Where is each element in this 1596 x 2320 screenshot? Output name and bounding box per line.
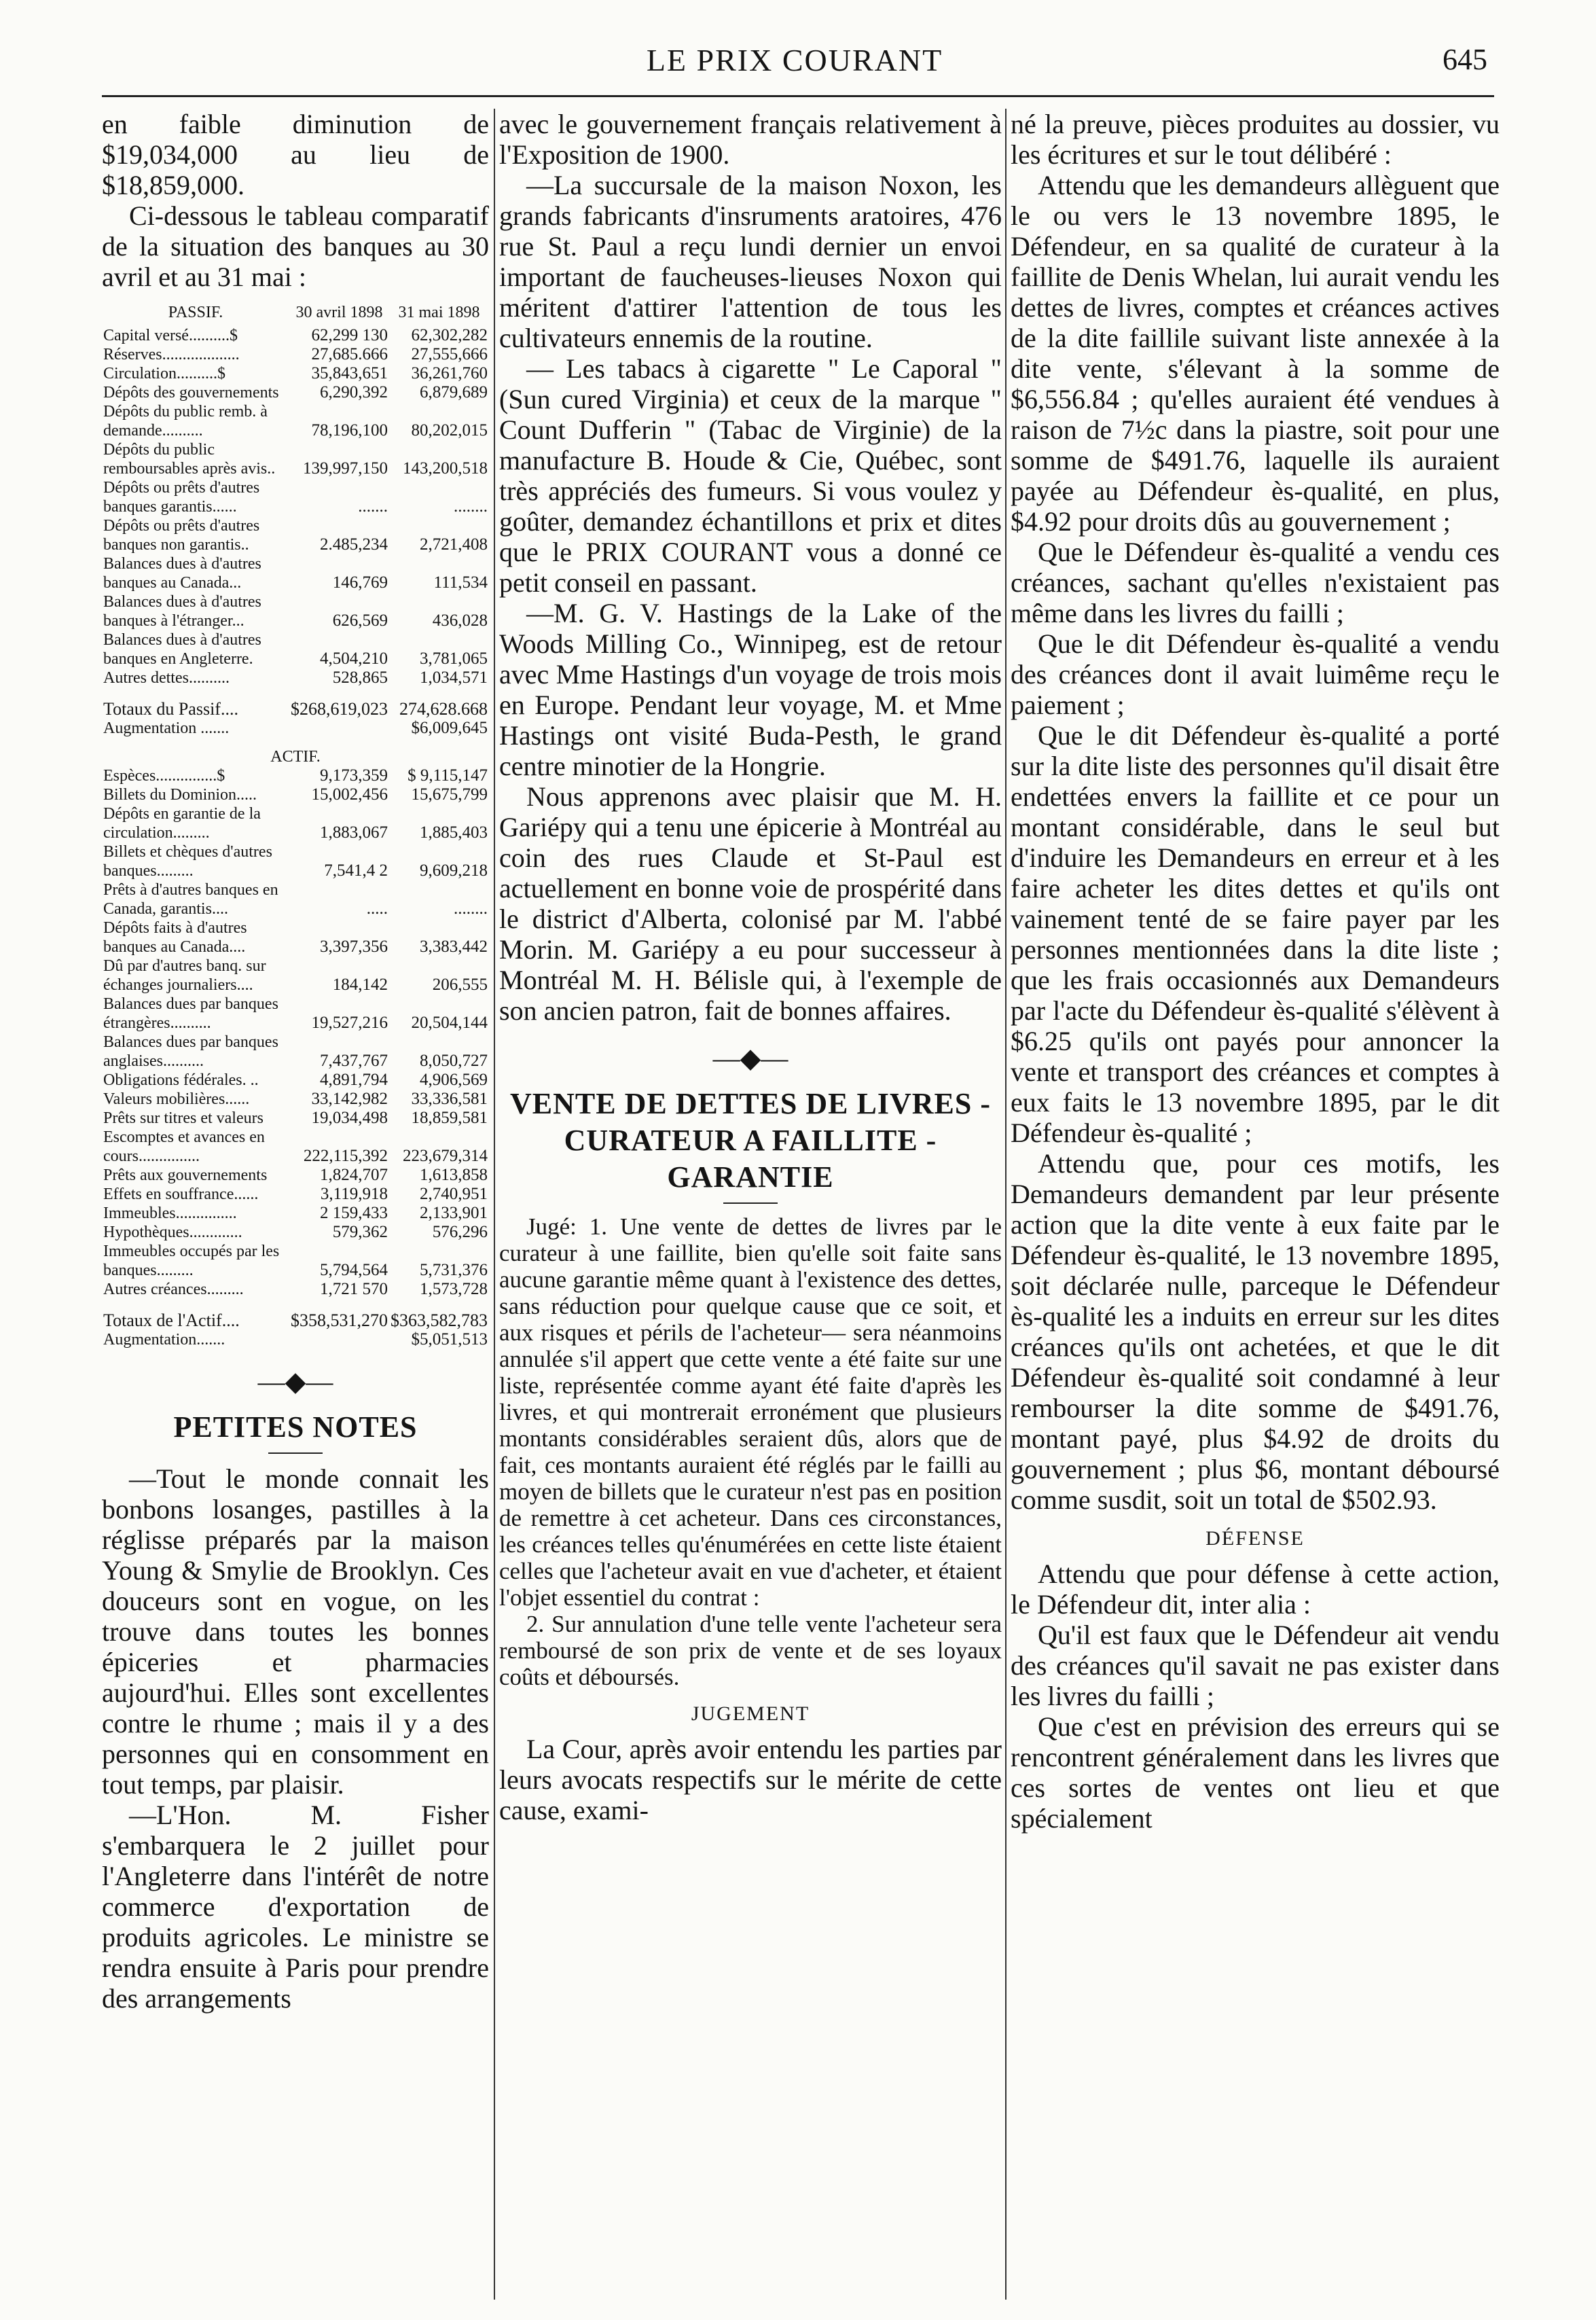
table-row [102, 478, 489, 516]
row-value-april: 2.485,234 [320, 535, 388, 554]
col3-paragraph-5: Que le dit Défendeur ès-qualité a porté sur la dite liste des personnes qu'il disait être endettées envers la faillite et ce pour un montant considérable, dans le seul but d'induire les Demandeurs en erreur et à les faire acheter les dites dettes et qu'ils ont vainement tenté de se faire payer par les personnes mentionnées dans la dite liste ; que les frais occasionnés aux Demandeurs par l'acte du Défendeur ès-qualité s'élèvent à $6.25 qu'ils ont payés pour annoncer la vente et transport des créances et comptes à eux faits le 13 novembre 1895, par le dit Défendeur ès-qualité ; [1011, 720, 1500, 1148]
row-value-may: 33,336,581 [411, 1090, 488, 1108]
table-row [102, 1033, 489, 1071]
row-value-may: 1,885,403 [420, 823, 488, 842]
actif-aug-label: Augmentation....... [103, 1331, 225, 1349]
vente-title: VENTE DE DETTES DE LIVRES -CURATEUR A FAILLITE - GARANTIE [510, 1087, 991, 1194]
column-3 [1011, 109, 1500, 2300]
row-label: Valeurs mobilières...... [103, 1090, 250, 1108]
row-value-april: 7,437,767 [320, 1052, 388, 1070]
table-row [102, 364, 489, 383]
row-value-april: 146,769 [332, 573, 388, 592]
defense-heading: DÉFENSE [1205, 1527, 1305, 1550]
row-label: Dépôts en garantie de la circulation......... [103, 805, 261, 842]
row-value-april: 5,794,564 [320, 1261, 388, 1279]
row-value-april: 35,843,651 [311, 364, 388, 382]
row-value-may: 436,028 [432, 611, 488, 630]
row-value-may: ........ [454, 899, 488, 918]
row-label: Dépôts du public remb. à demande.......... [103, 403, 268, 440]
row-value-may: 1,034,571 [420, 668, 488, 687]
passif-total-label: Totaux du Passif.... [103, 699, 238, 719]
row-value-april: 4,891,794 [320, 1071, 388, 1089]
row-value-may: 2,740,951 [420, 1185, 488, 1203]
row-label: Espèces...............$ [103, 767, 225, 785]
row-label: Balances dues par banques anglaises.......... [103, 1033, 278, 1070]
table-row [102, 785, 489, 804]
row-label: Prêts à d'autres banques en Canada, garantis.... [103, 881, 278, 918]
actif-label: ACTIF. [270, 748, 321, 766]
col3-paragraph-3: Que le Défendeur ès-qualité a vendu ces créances, sachant qu'elles n'existaient pas même dans les livres du failli ; [1011, 537, 1500, 628]
actif-total-v1: $358,531,270 [291, 1310, 388, 1330]
row-value-may: 62,302,282 [411, 326, 488, 344]
actif-total-label: Totaux de l'Actif.... [103, 1310, 240, 1330]
table-row [102, 842, 489, 880]
col2-paragraph-noxon: —La succursale de la maison Noxon, les grands fabricants d'insruments aratoires, 476 rue St. Paul a reçu lundi dernier un envoi important de faucheuses-lieuses Noxon qui méritent d'attirer l'attention de tous les cultivateurs ennemis de la routine. [499, 170, 1002, 353]
column-divider-1 [494, 109, 495, 2300]
petites-notes-paragraph-2: —L'Hon. M. Fisher s'embarquera le 2 juillet pour l'Angleterre dans l'intérêt de notre commerce d'exportation de produits agricoles. Le ministre se rendra ensuite à Paris pour prendre des arrangements [102, 1800, 489, 2014]
row-value-may: 9,609,218 [420, 861, 488, 880]
row-value-may: 111,534 [433, 573, 488, 592]
row-value-may: 8,050,727 [420, 1052, 488, 1070]
passif-total-v2: 274,628.668 [399, 699, 488, 719]
row-value-april: 184,142 [332, 976, 388, 994]
row-label: Obligations fédérales. .. [103, 1071, 259, 1089]
passif-aug-label: Augmentation ....... [103, 719, 230, 737]
table-row [102, 1071, 489, 1090]
row-value-april: 1,721 570 [320, 1280, 388, 1298]
row-value-may: 20,504,144 [411, 1014, 488, 1032]
row-value-may: 576,296 [432, 1223, 488, 1241]
table-row [102, 383, 489, 402]
row-value-may: 15,675,799 [411, 785, 488, 804]
short-rule-2 [723, 1202, 778, 1204]
row-value-may: 3,383,442 [420, 938, 488, 956]
bank-comparison-table [102, 296, 489, 1349]
col-header-may: 31 mai 1898 [398, 304, 480, 321]
row-value-april: 19,034,498 [311, 1109, 388, 1127]
row-value-may: 223,679,314 [403, 1147, 488, 1165]
col3-paragraph-4: Que le dit Défendeur ès-qualité a vendu des créances dont il avait luimême reçu le paiement ; [1011, 628, 1500, 720]
intro-paragraph-1: en faible diminution de $19,034,000 au lieu de $18,859,000. [102, 109, 489, 200]
column-1 [102, 109, 489, 2300]
row-value-april: ....... [358, 497, 388, 516]
actif-header-row [102, 738, 489, 766]
row-label: Prêts sur titres et valeurs [103, 1109, 264, 1127]
table-row [102, 918, 489, 957]
row-label: Immeubles occupés par les banques......... [103, 1243, 280, 1279]
row-value-april: 19,527,216 [311, 1014, 388, 1032]
row-label: Escomptes et avances en cours............... [103, 1128, 265, 1165]
col3-paragraph-9: Que c'est en prévision des erreurs qui se rencontrent généralement dans les livres que ces sortes de ventes ont lieu et que spécialement [1011, 1711, 1500, 1834]
passif-aug-value: $6,009,645 [411, 719, 488, 737]
row-value-may: 5,731,376 [420, 1261, 488, 1279]
row-label: Balances dues par banques étrangères.......... [103, 995, 278, 1032]
row-value-april: 626,569 [332, 611, 388, 630]
row-value-may: 80,202,015 [411, 421, 488, 440]
header-rule [102, 95, 1494, 97]
table-row [102, 1223, 489, 1242]
row-label: Immeubles............... [103, 1204, 237, 1222]
row-label: Balances dues à d'autres banques à l'étranger... [103, 593, 261, 630]
row-value-april: 15,002,456 [311, 785, 388, 804]
row-label: Effets en souffrance...... [103, 1185, 259, 1203]
row-value-april: 579,362 [332, 1223, 388, 1241]
row-value-april: 2 159,433 [320, 1204, 388, 1222]
row-value-april: 27,685.666 [311, 345, 388, 363]
table-row [102, 402, 489, 440]
row-value-may: 27,555,666 [411, 345, 488, 363]
row-label: Réserves................... [103, 346, 240, 363]
petites-notes-paragraph-1: —Tout le monde connait les bonbons losanges, pastilles à la réglisse préparés par la maison Young & Smylie de Brooklyn. Ces douceurs sont en vogue, on les trouve dans toutes les bonnes épiceries et pharmacies aujourd'hui. Elles sont excellentes contre le rhume ; mais il y a des personnes qui en consomment en tout temps, par plaisir. [102, 1463, 489, 1800]
col-header-april: 30 avril 1898 [295, 304, 383, 321]
row-value-april: 3,119,918 [320, 1185, 388, 1203]
ornament-divider-2: —◆— [712, 1043, 788, 1073]
row-label: Dépôts faits à d'autres banques au Canada.... [103, 919, 247, 956]
table-row [102, 1242, 489, 1280]
table-row [102, 804, 489, 842]
intro-paragraph-2: Ci-dessous le tableau comparatif de la situation des banques au 30 avril et au 31 mai : [102, 200, 489, 292]
petites-notes-title: PETITES NOTES [173, 1410, 418, 1444]
row-value-april: 1,883,067 [320, 823, 388, 842]
col2-paragraph-tabacs: — Les tabacs à cigarette " Le Caporal " (Sun cured Virginia) et ceux de la marque " Count Dufferin " (Tabac de Virginie) de la manufacture B. Houde & Cie, Québec, sont très appréciés des fumeurs. Si vous voulez y goûter, demandez échantillons et prix et dites que le PRIX COURANT vous a donné ce petit conseil en passant. [499, 353, 1002, 598]
table-row [102, 1109, 489, 1128]
col2-paragraph-1: avec le gouvernement français relativement à l'Exposition de 1900. [499, 109, 1002, 170]
table-row [102, 630, 489, 668]
short-rule [268, 1452, 323, 1454]
passif-aug-row [102, 719, 489, 738]
table-row [102, 957, 489, 995]
actif-aug-row [102, 1330, 489, 1349]
row-value-april: 6,290,392 [320, 383, 388, 401]
row-value-april: 528,865 [332, 668, 388, 687]
row-value-april: 3,397,356 [320, 938, 388, 956]
row-label: Dû par d'autres banq. sur échanges journaliers.... [103, 957, 266, 994]
col3-paragraph-8: Qu'il est faux que le Défendeur ait vendu des créances qu'il savait ne pas exister dans les livres du failli ; [1011, 1620, 1500, 1711]
actif-aug-value: $5,051,513 [411, 1330, 488, 1349]
table-row [102, 345, 489, 364]
row-label: Balances dues à d'autres banques au Canada... [103, 555, 261, 592]
juge-paragraph-2: 2. Sur annulation d'une telle vente l'acheteur sera remboursé de son prix de vente et de ses loyaux coûts et déboursés. [499, 1611, 1002, 1690]
row-value-april: 9,173,359 [320, 766, 388, 785]
passif-total-row [102, 688, 489, 719]
table-row [102, 1280, 489, 1299]
row-label: Balances dues à d'autres banques en Angleterre. [103, 631, 261, 668]
row-value-may: 4,906,569 [420, 1071, 488, 1089]
row-label: Autres dettes.......... [103, 669, 230, 687]
col3-paragraph-7: Attendu que pour défense à cette action, le Défendeur dit, inter alia : [1011, 1558, 1500, 1620]
row-value-may: 18,859,581 [411, 1109, 488, 1127]
page-number: 645 [1443, 43, 1487, 76]
row-value-may: $ 9,115,147 [407, 766, 488, 785]
row-value-may: 2,133,901 [420, 1204, 488, 1222]
journal-title: LE PRIX COURANT [646, 43, 943, 77]
column-2 [499, 109, 1002, 2300]
row-value-may: 2,721,408 [420, 535, 488, 554]
row-value-april: 7,541,4 2 [324, 861, 388, 880]
row-value-may: ........ [454, 497, 488, 516]
ornament-divider: —◆— [257, 1366, 333, 1397]
table-row [102, 554, 489, 592]
row-label: Hypothèques............. [103, 1224, 242, 1241]
juge-paragraph-1: Jugé: 1. Une vente de dettes de livres par le curateur à une faillite, bien qu'elle soit faite sans aucune garantie même quant à l'existence des dettes, sans réduction pour quelque cause que ce soit, et aux risques et périls de l'acheteur— sera néanmoins annulée s'il appert que cette vente a été faite sur une liste, représentée comme ayant été faite d'après les livres, et qui montrerait erronément que plusieurs montants considérables seraient dûs, alors que de fait, ces montants auraient été réglés par le failli au moyen de billets que le curateur n'est pas en position de remettre à cet acheteur. Dans ces circonstances, les créances telles qu'énumérées en cette liste étaient celles que l'acheteur avait en vue d'acheter, et étaient l'objet essentiel du contrat : [499, 1213, 1002, 1611]
jugement-heading: JUGEMENT [691, 1702, 810, 1725]
row-value-may: 1,613,858 [420, 1166, 488, 1184]
row-value-april: 4,504,210 [320, 649, 388, 668]
table-row [102, 1185, 489, 1204]
table-row [102, 1128, 489, 1166]
row-value-april: 139,997,150 [303, 459, 388, 478]
row-value-may: 6,879,689 [420, 383, 488, 401]
table-row [102, 995, 489, 1033]
table-header-row [102, 296, 489, 326]
row-value-april: 62,299 130 [311, 326, 388, 344]
row-value-april: 1,824,707 [320, 1166, 388, 1184]
actif-total-v2: $363,582,783 [391, 1310, 488, 1330]
table-row [102, 668, 489, 688]
row-label: Circulation..........$ [103, 365, 225, 382]
row-label: Dépôts ou prêts d'autres banques garantis...... [103, 479, 260, 516]
row-label: Prêts aux gouvernements [103, 1166, 268, 1184]
table-row [102, 1204, 489, 1223]
row-label: Dépôts ou prêts d'autres banques non garantis.. [103, 517, 260, 554]
row-value-april: 222,115,392 [303, 1147, 388, 1165]
col3-paragraph-6: Attendu que, pour ces motifs, les Demandeurs demandent par leur présente action que la dite vente à eux faite par le Défendeur ès-qualité, le 13 novembre 1895, soit déclarée nulle, parceque le Défendeur ès-qualité les a induits en erreur sur les dites créances qu'ils ont achetées, et que le dit Défendeur ès-qualité soit condamné à leur rembourser la dite somme de $491.76, montant payé, plus $4.92 de droits du gouvernement ; plus $6, montant déboursé comme susdit, soit un total de $502.93. [1011, 1148, 1500, 1515]
row-value-may: 36,261,760 [411, 364, 488, 382]
column-divider-2 [1005, 109, 1006, 2300]
table-row [102, 880, 489, 918]
passif-total-v1: $268,619,023 [291, 699, 388, 719]
passif-label: PASSIF. [168, 304, 223, 321]
page-header [102, 42, 1487, 90]
row-value-april: 78,196,100 [311, 421, 388, 440]
row-value-april: ..... [366, 899, 388, 918]
table-row [102, 766, 489, 785]
row-label: Dépôts des gouvernements [103, 384, 279, 401]
table-row [102, 326, 489, 345]
row-value-may: 3,781,065 [420, 649, 488, 668]
row-label: Billets et chèques d'autres banques......... [103, 843, 272, 880]
table-row [102, 440, 489, 478]
col2-paragraph-gariepy: Nous apprenons avec plaisir que M. H. Gariépy qui a tenu une épicerie à Montréal au coin des rues Claude et St-Paul est actuellement en bonne voie de prospérité dans le district d'Alberta, colonisé par M. l'abbé Morin. M. Gariépy a eu pour successeur à Montréal M. H. Bélisle qui, à l'exemple de son ancien patron, fait de bonnes affaires. [499, 781, 1002, 1026]
col2-paragraph-hastings: —M. G. V. Hastings de la Lake of the Woods Milling Co., Winnipeg, est de retour avec Mme Hastings d'un voyage de trois mois en Europe. Pendant leur voyage, M. et Mme Hastings ont visité Buda-Pesth, le grand centre minotier de la Hongrie. [499, 598, 1002, 781]
row-value-may: 143,200,518 [403, 459, 488, 478]
row-label: Dépôts du public remboursables après avis.. [103, 441, 276, 478]
actif-total-row [102, 1299, 489, 1330]
row-value-may: 206,555 [432, 976, 488, 994]
col3-paragraph-2: Attendu que les demandeurs allèguent que le ou vers le 13 novembre 1895, le Défendeur, en sa qualité de curateur à la faillite de Denis Whelan, lui aurait vendu les dettes de livres, comptes et créances actives de la dite faillile suivant liste annexée à la dite vente, s'élevant à la somme de $6,556.84 ; qu'elles auraient été vendues à raison de 7½c dans la piastre, soit pour une somme de $491.76, laquelle ils auraient payée au Défendeur ès-qualité, en plus, $4.92 pour droits dûs au gouvernement ; [1011, 170, 1500, 537]
table-row [102, 1166, 489, 1185]
row-value-april: 33,142,982 [311, 1090, 388, 1108]
table-row [102, 1090, 489, 1109]
row-label: Capital versé..........$ [103, 327, 238, 344]
row-value-may: 1,573,728 [420, 1280, 488, 1298]
row-label: Billets du Dominion..... [103, 786, 257, 804]
table-row [102, 516, 489, 554]
jugement-paragraph: La Cour, après avoir entendu les parties par leurs avocats respectifs sur le mérite de cette cause, exami- [499, 1734, 1002, 1825]
row-label: Autres créances......... [103, 1281, 244, 1298]
table-row [102, 592, 489, 630]
col3-paragraph-1: né la preuve, pièces produites au dossier, vu les écritures et sur le tout délibéré : [1011, 109, 1500, 170]
